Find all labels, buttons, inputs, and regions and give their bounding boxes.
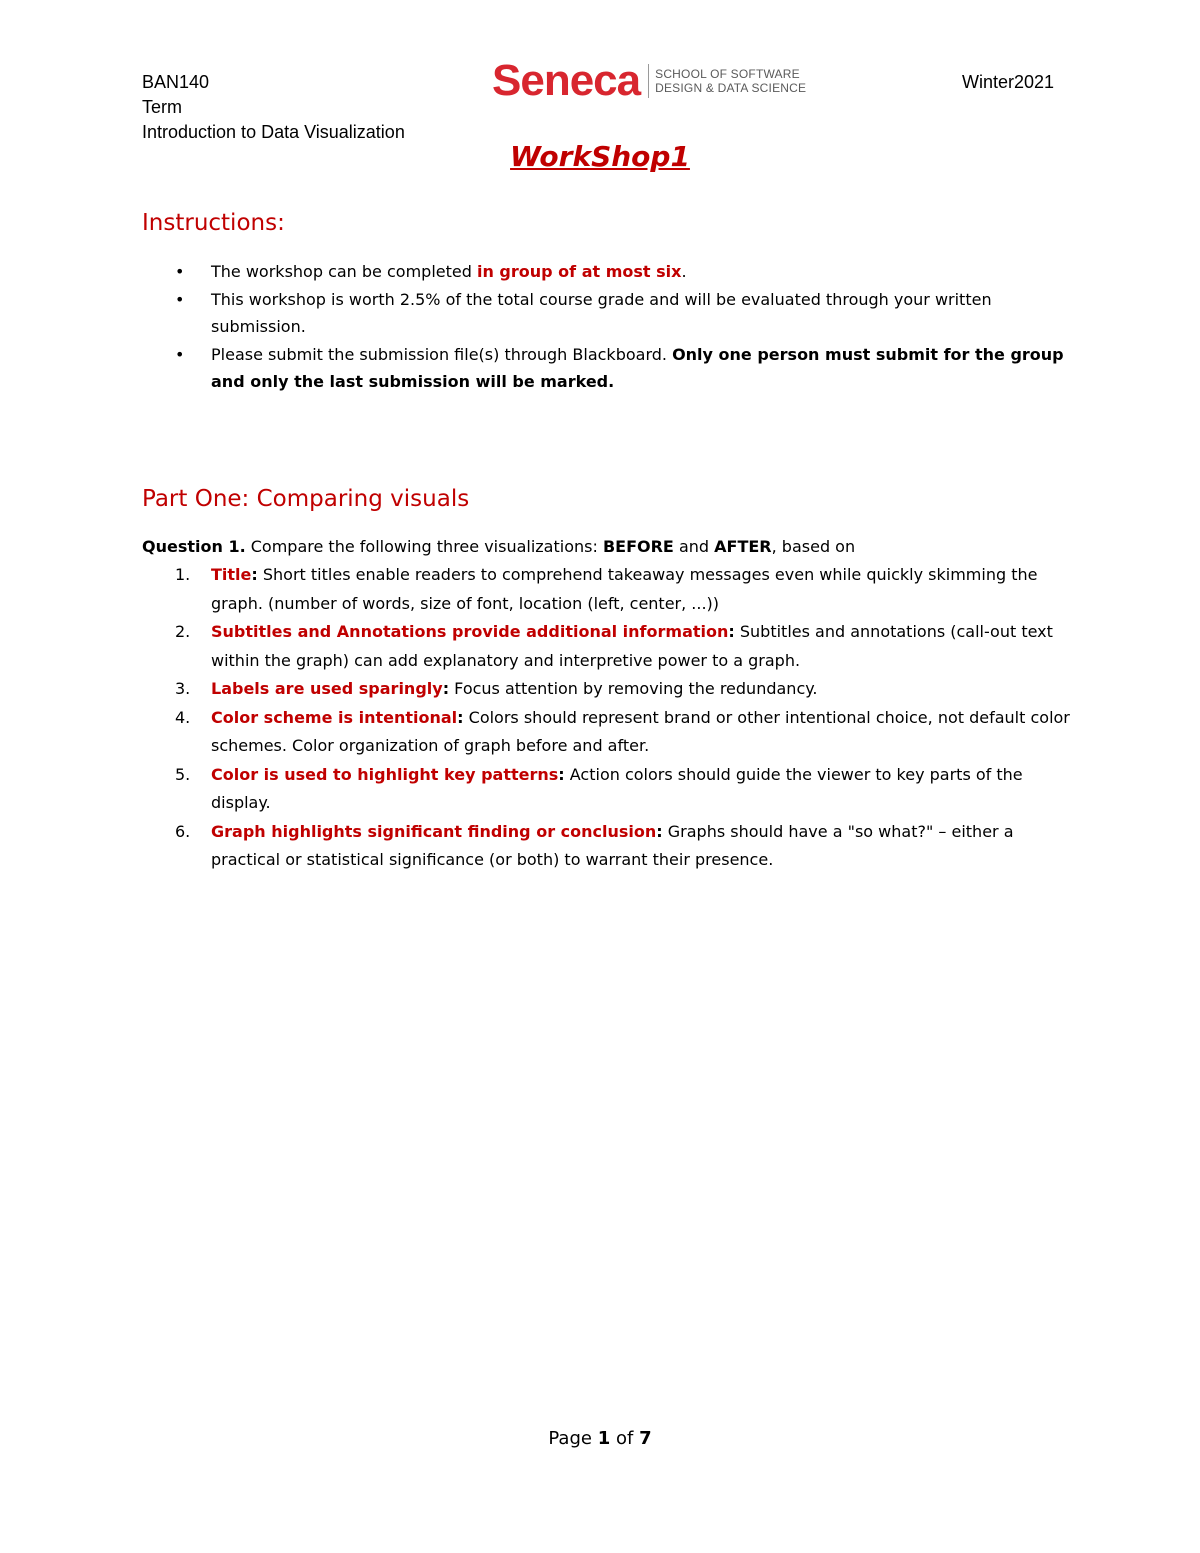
- criterion-label: Subtitles and Annotations provide additional information: [211, 622, 729, 641]
- page-number: 1: [597, 1428, 611, 1449]
- document-title: WorkShop1: [510, 140, 690, 173]
- instructions-heading: Instructions:: [142, 210, 285, 236]
- bullet-icon: •: [175, 345, 185, 364]
- list-item: • Please submit the submission file(s) through Blackboard. Only one person must submit for the group and only the last submission will be marked.: [142, 341, 1072, 395]
- instructions-list: [142, 258, 1072, 396]
- term-label: Term: [142, 97, 182, 117]
- page-footer: Page 1 of 7: [548, 1428, 652, 1449]
- course-name: Introduction to Data Visualization: [142, 122, 405, 142]
- list-item: • This workshop is worth 2.5% of the total course grade and will be evaluated through your written submission.: [142, 286, 1072, 340]
- criteria-list: [142, 561, 1072, 875]
- course-code: BAN140: [142, 72, 210, 92]
- criterion-label: Graph highlights significant finding or conclusion: [211, 821, 657, 841]
- group-size-highlight: in group of at most six: [476, 262, 682, 281]
- question-1: Question 1. Compare the following three visualizations: BEFORE and AFTER, based on: [142, 537, 856, 556]
- list-item: 4. Color scheme is intentional: Colors should represent brand or other intentional choice, not default color schemes. Color organization of graph before and after.: [175, 707, 1070, 755]
- submission-rule: Only one person must submit for the group and only the last submission will be marked.: [211, 345, 1064, 391]
- list-item: 2. Subtitles and Annotations provide additional information: Subtitles and annotations (call-out text within the graph) can add explanatory and interpretive power to a graph.: [175, 622, 1053, 670]
- list-item: • The workshop can be completed in group of at most six.: [142, 258, 1072, 285]
- criterion-label: Color scheme is intentional: [211, 707, 458, 727]
- header-course-info: [142, 70, 405, 145]
- logo-subtitle-line2: DESIGN & DATA SCIENCE: [655, 81, 807, 95]
- list-item: 3. Labels are used sparingly: Focus attention by removing the redundancy.: [175, 679, 818, 698]
- list-item: 5. Color is used to highlight key patterns: Action colors should guide the viewer to key parts of the display.: [175, 764, 1023, 812]
- page-total: 7: [639, 1428, 652, 1449]
- list-item: 6. Graph highlights significant finding or conclusion: Graphs should have a "so what?" – either a practical or statistical significance (or both) to warrant their presence.: [175, 821, 1014, 869]
- bullet-icon: •: [175, 290, 185, 309]
- question-label: Question 1.: [142, 537, 246, 556]
- seneca-logo: [492, 58, 806, 104]
- list-item: 1. Title: Short titles enable readers to comprehend takeaway messages even while quickly skimming the graph. (number of words, size of font, location (left, center, ...)): [175, 565, 1038, 613]
- logo-subtitle: [655, 67, 806, 95]
- criterion-label: Title: [211, 565, 252, 584]
- bullet-icon: •: [175, 262, 185, 281]
- logo-subtitle-line1: SCHOOL OF SOFTWARE: [655, 67, 800, 81]
- criterion-label: Color is used to highlight key patterns: [211, 764, 559, 784]
- logo-divider: [648, 64, 649, 98]
- semester-label: Winter2021: [962, 72, 1055, 92]
- criterion-label: Labels are used sparingly: [211, 679, 443, 698]
- part-one-heading: Part One: Comparing visuals: [142, 486, 470, 512]
- logo-wordmark: Seneca: [492, 56, 641, 105]
